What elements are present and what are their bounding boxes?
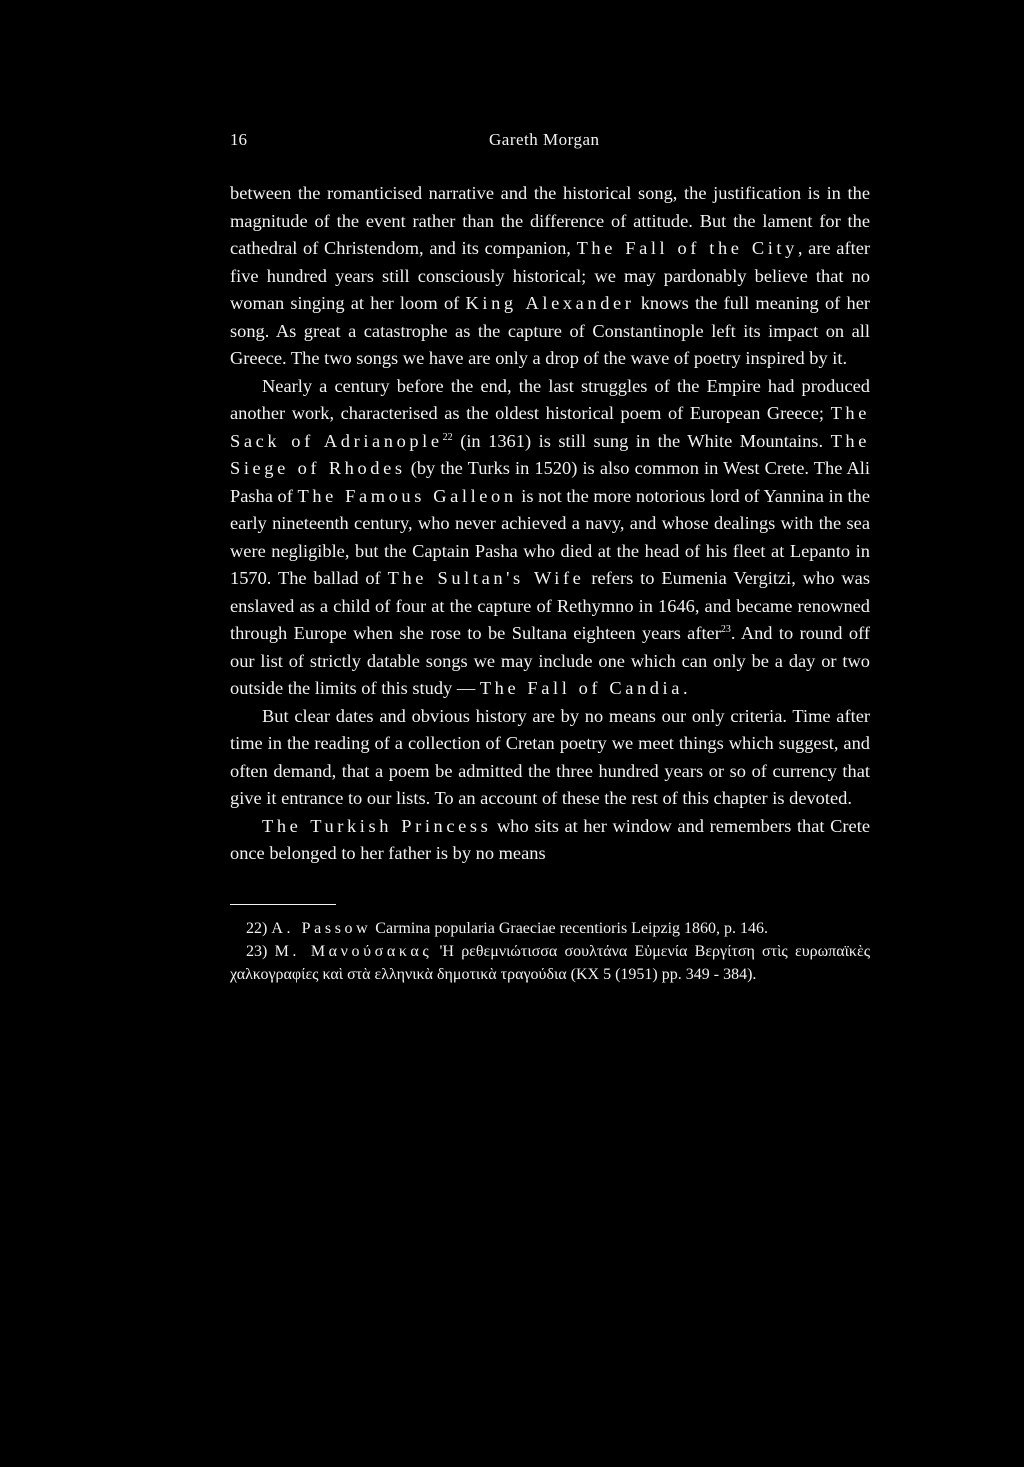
song-title: The Sack of Adrianople <box>230 403 870 451</box>
footnote-reference[interactable]: 23 <box>720 623 731 635</box>
footnote-reference[interactable]: 22 <box>442 431 453 443</box>
paragraph-3 <box>230 703 870 813</box>
footnote-text: 'Η ρεθεμνιώτισσα σουλτάνα Εὐμενία Βεργίτση στὶς ευρωπαϊκὲς χαλκογραφίες καὶ στὰ ελληνικὰ δημοτικὰ τραγούδια (ΚΧ 5 (1951) pp. 349 - 384). <box>230 942 871 983</box>
paragraph-1 <box>230 180 870 373</box>
text-run: is not the more notorious lord of Yannina in the early nineteenth century, who never achieved a navy, and whose dealings with the sea were negligible, but the Captain Pasha who died at the head of his fleet at Lepanto in 1570. The ballad of <box>230 485 870 588</box>
footnotes <box>230 917 870 986</box>
song-title: The Fall of the City <box>576 238 798 258</box>
text-run: Nearly a century before the end, the last struggles of the Empire had produced another work, characterised as the oldest historical poem of European Greece; <box>230 375 870 423</box>
running-head: Gareth Morgan <box>489 130 600 149</box>
footnote-mark: 23) <box>246 942 268 960</box>
song-title: King Alexander <box>465 293 635 313</box>
text-run: , are after five hundred years still consciously historical; we may pardonably believe that no woman singing at her loom of <box>230 238 870 313</box>
song-title: The Famous Galleon <box>297 485 517 506</box>
text-run: (by the Turks in 1520) is also common in West Crete. The Ali Pasha of <box>230 458 870 506</box>
text-run: between the romanticised narrative and the historical song, the justification is in the magnitude of the event rather than the difference of attitude. But the lament for the cathedral of Christendom, and its companion, <box>230 183 870 258</box>
text-run: . And to round off our list of strictly datable songs we may include one which can only be a day or two outside the limits of this study — <box>230 623 870 698</box>
page-header <box>230 122 870 162</box>
text-run: (in 1361) is still sung in the White Mountains. <box>460 430 824 451</box>
text-run: knows the full meaning of her song. As great a catastrophe as the capture of Constantinople left its impact on all Greece. The two songs we have are only a drop of the wave of poetry inspired by it. <box>230 293 870 368</box>
paragraph-2 <box>230 373 870 703</box>
song-title: The Turkish Princess <box>262 815 492 836</box>
footnote-text: Carmina popularia Graeciae recentioris Leipzig 1860, p. 146. <box>375 919 769 937</box>
footnote-23 <box>230 940 870 986</box>
text-run: refers to Eumenia Vergitzi, who was enslaved as a child of four at the capture of Rethymno in 1646, and became renowned through Europe when she rose to be Sultana eighteen years after <box>230 568 870 643</box>
text-run: But clear dates and obvious history are by no means our only criteria. Time after time in the reading of a collection of Cretan poetry we meet things which suggest, and often demand, that a poem be admitted the three hundred years or so of currency that give it entrance to our lists. To an account of these the rest of this chapter is devoted. <box>230 705 870 808</box>
song-title: The Fall of Candia <box>479 678 684 698</box>
page-number: 16 <box>230 130 247 149</box>
document-page <box>230 122 870 986</box>
text-run: who sits at her window and remembers that Crete once belonged to her father is by no means <box>230 815 870 863</box>
text-run: . <box>683 678 688 698</box>
footnote-author: M. Μανούσακας <box>274 942 433 960</box>
paragraph-4 <box>230 813 870 868</box>
body-text <box>230 180 870 868</box>
footnote-mark: 22) <box>246 919 268 937</box>
song-title: The Siege of Rhodes <box>230 430 870 478</box>
song-title: The Sultan's Wife <box>387 568 585 588</box>
footnote-author: A. Passow <box>271 919 372 937</box>
footnote-22 <box>230 917 870 940</box>
footnote-rule <box>230 904 336 905</box>
